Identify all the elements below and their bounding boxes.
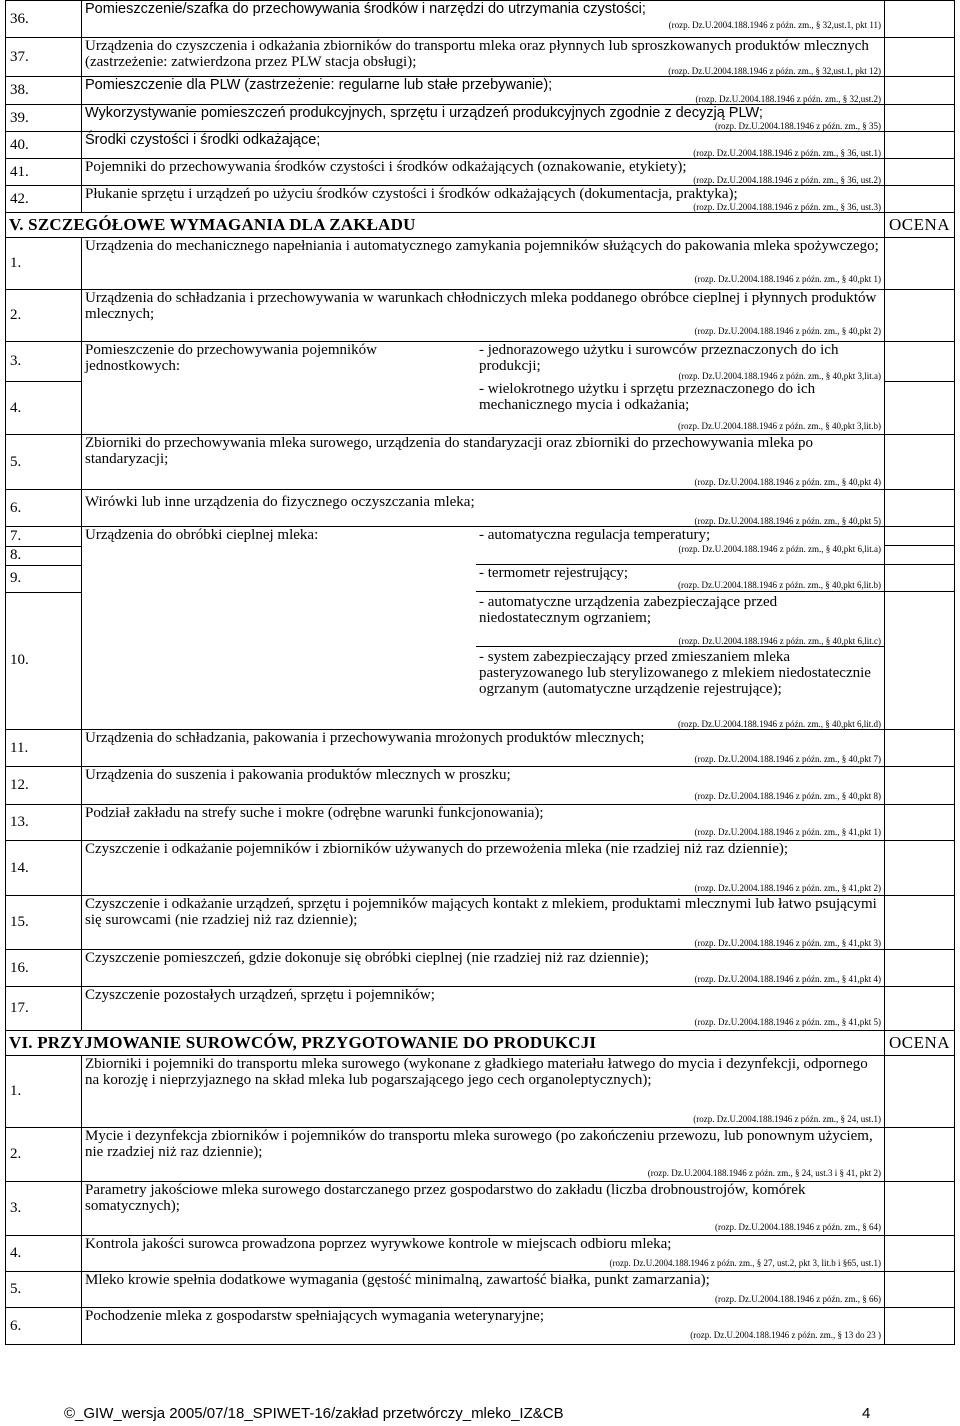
table-row <box>6 38 955 77</box>
legal-reference: (rozp. Dz.U.2004.188.1946 z późn. zm., § 40,pkt 1) <box>694 274 881 284</box>
section-iv-tail <box>6 1 955 213</box>
requirement-text: Płukanie sprzętu i urządzeń po użyciu środków czystości i środków odkażających (dokumentacja, praktyka); <box>85 186 738 202</box>
requirement-text: - system zabezpieczający przed zmieszaniem mleka pasteryzowanego lub sterylizowanego z mlekiem niedostatecznie ogrzanym (automatyczne urządzenie rejestrujące); <box>479 649 871 697</box>
requirement-text: Mycie i dezynfekcja zbiorników i pojemników do transportu mleka surowego (po zakończeniu przewozu, lub ponownym użyciem, nie rzadziej niż raz dziennie); <box>85 1128 873 1160</box>
table-row <box>6 896 955 950</box>
ocena-cell[interactable] <box>885 38 955 77</box>
requirement-text: Kontrola jakości surowca prowadzona poprzez wyrywkowe kontrole w miejscach odbioru mleka; <box>85 1236 672 1252</box>
row-number: 10. <box>6 592 81 729</box>
ocena-cell[interactable] <box>885 435 955 490</box>
footer-document-id: ©_GIW_wersja 2005/07/18_SPIWET-16/zakład przetwórczy_mleko_IZ&CB <box>64 1405 564 1422</box>
ocena-cell[interactable] <box>885 490 955 527</box>
table-row <box>6 342 955 435</box>
ocena-cell[interactable] <box>885 342 954 381</box>
ocena-cell[interactable] <box>885 591 954 728</box>
ocena-cell[interactable] <box>885 132 955 159</box>
section-v <box>6 213 955 730</box>
requirement-text: Urządzenia do obróbki cieplnej mleka: <box>85 527 319 543</box>
row-number: 12. <box>6 767 82 805</box>
row-number: 40. <box>6 132 82 159</box>
row-number: 6. <box>6 1308 82 1345</box>
row-number: 11. <box>6 730 82 767</box>
requirement-text: Mleko krowie spełnia dodatkowe wymagania (gęstość minimalną, zawartość białka, punkt zamarzania); <box>85 1272 710 1288</box>
ocena-cell[interactable] <box>885 564 954 591</box>
row-number: 16. <box>6 950 82 987</box>
ocena-cell[interactable] <box>885 105 955 132</box>
requirement-text: - termometr rejestrujący; <box>479 565 629 581</box>
legal-reference: (rozp. Dz.U.2004.188.1946 z późn. zm., § 40,pkt 3,lit.a) <box>678 371 881 381</box>
legal-reference: (rozp. Dz.U.2004.188.1946 z późn. zm., § 40,pkt 6,lit.c) <box>678 636 881 646</box>
legal-reference: (rozp. Dz.U.2004.188.1946 z późn. zm., § 41,pkt 3) <box>694 938 881 948</box>
legal-reference: (rozp. Dz.U.2004.188.1946 z późn. zm., § 40,pkt 5) <box>694 516 881 526</box>
row-number: 41. <box>6 159 82 186</box>
table-row <box>6 186 955 213</box>
requirement-text: Czyszczenie i odkażanie pojemników i zbiorników używanych do przewożenia mleka (nie rzadziej niż raz dziennie); <box>85 841 789 857</box>
requirement-text: Wykorzystywanie pomieszczeń produkcyjnych, sprzętu i urządzeń produkcyjnych zgodnie z decyzją PLW; <box>85 105 763 121</box>
ocena-cell[interactable] <box>885 950 955 987</box>
legal-reference: (rozp. Dz.U.2004.188.1946 z późn. zm., § 40,pkt 3,lit.b) <box>678 421 881 431</box>
table-row <box>6 987 955 1031</box>
checklist-table <box>5 0 955 1345</box>
legal-reference: (rozp. Dz.U.2004.188.1946 z późn. zm., § 40,pkt 2) <box>694 326 881 336</box>
requirement-text: Parametry jakościowe mleka surowego dostarczanego przez gospodarstwo do zakładu (liczba drobnoustrojów, komórek somatycznych); <box>85 1182 806 1214</box>
ocena-cell[interactable] <box>885 1272 955 1308</box>
row-number: 36. <box>6 1 82 38</box>
ocena-cell[interactable] <box>885 527 954 545</box>
legal-reference: (rozp. Dz.U.2004.188.1946 z późn. zm., § 32,ust.1, pkt 12) <box>668 66 881 76</box>
row-number: 38. <box>6 77 82 105</box>
section-v-title: V. SZCZEGÓŁOWE WYMAGANIA DLA ZAKŁADU <box>6 213 885 238</box>
row-number: 4. <box>6 381 81 434</box>
requirement-text: Wirówki lub inne urządzenia do fizycznego oczyszczania mleka; <box>85 494 475 510</box>
requirement-text: Urządzenia do schładzania, pakowania i przechowywania mrożonych produktów mlecznych; <box>85 730 645 746</box>
row-number: 13. <box>6 805 82 841</box>
table-row <box>6 730 955 767</box>
requirement-text: Czyszczenie pomieszczeń, gdzie dokonuje się obróbki cieplnej (nie rzadziej niż raz dziennie); <box>85 950 649 966</box>
requirement-text: Pochodzenie mleka z gospodarstw spełniających wymagania weterynaryjne; <box>85 1308 545 1324</box>
row-number: 3. <box>6 1182 82 1236</box>
row-number: 2. <box>6 1128 82 1182</box>
legal-reference: (rozp. Dz.U.2004.188.1946 z późn. zm., § 32,ust.1, pkt 11) <box>668 20 881 30</box>
legal-reference: (rozp. Dz.U.2004.188.1946 z późn. zm., § 27, ust.2, pkt 3, lit.b i §65, ust.1) <box>609 1258 881 1268</box>
table-row <box>6 1272 955 1308</box>
requirement-text: Urządzenia do czyszczenia i odkażania zbiorników do transportu mleka oraz płynnych lub sproszkowanych produktów mlecznych (zastrzeżenie: zatwierdzona przez PLW stacja obsługi); <box>85 38 869 70</box>
table-row <box>6 132 955 159</box>
table-row <box>6 767 955 805</box>
legal-reference: (rozp. Dz.U.2004.188.1946 z późn. zm., § 41,pkt 5) <box>694 1017 881 1027</box>
requirement-text: Pomieszczenie do przechowywania pojemników jednostkowych: <box>85 342 377 374</box>
ocena-heading: OCENA <box>885 1031 955 1056</box>
ocena-heading: OCENA <box>885 213 955 238</box>
row-number: 2. <box>6 290 82 342</box>
table-row <box>6 159 955 186</box>
section-vi <box>6 1031 955 1056</box>
legal-reference: (rozp. Dz.U.2004.188.1946 z późn. zm., § 40,pkt 6,lit.b) <box>678 580 881 590</box>
table-row <box>6 527 955 730</box>
ocena-cell[interactable] <box>885 545 954 564</box>
ocena-cell[interactable] <box>885 805 955 841</box>
legal-reference: (rozp. Dz.U.2004.188.1946 z późn. zm., § 13 do 23 ) <box>690 1330 881 1340</box>
requirement-text: Czyszczenie pozostałych urządzeń, sprzętu i pojemników; <box>85 987 435 1003</box>
row-number: 9. <box>6 565 81 592</box>
legal-reference: (rozp. Dz.U.2004.188.1946 z późn. zm., § 40,pkt 6,lit.d) <box>678 719 881 729</box>
ocena-cell[interactable] <box>885 159 955 186</box>
table-row <box>6 1128 955 1182</box>
section-vi-header <box>6 1031 955 1056</box>
table-row <box>6 1236 955 1272</box>
row-number: 4. <box>6 1236 82 1272</box>
row-number: 5. <box>6 435 82 490</box>
legal-reference: (rozp. Dz.U.2004.188.1946 z późn. zm., § 64) <box>715 1222 881 1232</box>
legal-reference: (rozp. Dz.U.2004.188.1946 z późn. zm., § 36, ust.2) <box>693 175 881 185</box>
table-row <box>6 435 955 490</box>
ocena-cell[interactable] <box>885 1 955 38</box>
requirement-text: Zbiorniki do przechowywania mleka surowego, urządzenia do standaryzacji oraz zbiorniki do przechowywania mleka po standaryzacji; <box>85 435 814 467</box>
requirement-text: Pojemniki do przechowywania środków czystości i środków odkażających (oznakowanie, etykiety); <box>85 159 687 175</box>
ocena-cell[interactable] <box>885 767 955 805</box>
requirement-text: Podział zakładu na strefy suche i mokre (odrębne warunki funkcjonowania); <box>85 805 544 821</box>
ocena-cell[interactable] <box>885 290 955 342</box>
row-number: 1. <box>6 1056 82 1128</box>
requirement-text: Urządzenia do suszenia i pakowania produktów mlecznych w proszku; <box>85 767 511 783</box>
legal-reference: (rozp. Dz.U.2004.188.1946 z późn. zm., § 40,pkt 4) <box>694 477 881 487</box>
row-number: 39. <box>6 105 82 132</box>
row-number: 6. <box>6 490 82 527</box>
section-v-rows <box>6 730 955 1031</box>
requirement-text: Środki czystości i środki odkażające; <box>85 132 321 148</box>
requirement-text: - wielokrotnego użytku i sprzętu przeznaczonego do ich mechanicznego mycia i odkażania; <box>479 381 816 413</box>
row-number: 15. <box>6 896 82 950</box>
row-number: 1. <box>6 238 82 290</box>
legal-reference: (rozp. Dz.U.2004.188.1946 z późn. zm., § 24, ust.3 i § 41, pkt 2) <box>647 1168 881 1178</box>
section-v-header <box>6 213 955 238</box>
legal-reference: (rozp. Dz.U.2004.188.1946 z późn. zm., § 41,pkt 1) <box>694 827 881 837</box>
row-number: 42. <box>6 186 82 213</box>
row-number: 8. <box>6 546 81 565</box>
requirement-text: - automatyczna regulacja temperatury; <box>479 527 711 543</box>
table-row <box>6 805 955 841</box>
requirement-text: Pomieszczenie dla PLW (zastrzeżenie: regularne lub stałe przebywanie); <box>85 77 553 93</box>
legal-reference: (rozp. Dz.U.2004.188.1946 z późn. zm., § 40,pkt 8) <box>694 791 881 801</box>
table-row <box>6 490 955 527</box>
table-row <box>6 105 955 132</box>
requirement-text: Urządzenia do mechanicznego napełniania i automatycznego zamykania pojemników służących do pakowania mleka spożywczego; <box>85 238 879 254</box>
ocena-cell[interactable] <box>885 896 955 950</box>
legal-reference: (rozp. Dz.U.2004.188.1946 z późn. zm., § 41,pkt 4) <box>694 974 881 984</box>
ocena-cell[interactable] <box>885 987 955 1031</box>
table-row <box>6 238 955 290</box>
ocena-cell[interactable] <box>885 841 955 896</box>
table-row <box>6 1182 955 1236</box>
row-number: 3. <box>10 353 22 369</box>
page-number: 4 <box>862 1405 871 1422</box>
row-number: 7. <box>10 528 22 544</box>
table-row <box>6 290 955 342</box>
row-number: 17. <box>6 987 82 1031</box>
table-row <box>6 1 955 38</box>
ocena-cell[interactable] <box>885 381 954 434</box>
row-number: 5. <box>6 1272 82 1308</box>
section-vi-rows <box>6 1056 955 1345</box>
table-row <box>6 841 955 896</box>
ocena-cell[interactable] <box>885 1128 955 1182</box>
row-number: 37. <box>6 38 82 77</box>
ocena-cell[interactable] <box>885 1308 955 1345</box>
table-row <box>6 77 955 105</box>
ocena-cell[interactable] <box>885 1056 955 1128</box>
legal-reference: (rozp. Dz.U.2004.188.1946 z późn. zm., § 35) <box>715 121 881 131</box>
ocena-cell[interactable] <box>885 730 955 767</box>
requirement-text: Czyszczenie i odkażanie urządzeń, sprzętu i pojemników mających kontakt z mlekiem, produktami mlecznymi lub łatwo psującymi się surowcami (nie rzadziej niż raz dziennie); <box>85 896 877 928</box>
requirement-text: - jednorazowego użytku i surowców przeznaczonych do ich produkcji; <box>479 342 839 374</box>
section-vi-title: VI. PRZYJMOWANIE SUROWCÓW, PRZYGOTOWANIE DO PRODUKCJI <box>6 1031 885 1056</box>
legal-reference: (rozp. Dz.U.2004.188.1946 z późn. zm., § 40,pkt 6,lit.a) <box>678 544 881 554</box>
table-row <box>6 1308 955 1345</box>
ocena-cell[interactable] <box>885 238 955 290</box>
legal-reference: (rozp. Dz.U.2004.188.1946 z późn. zm., § 66) <box>715 1294 881 1304</box>
table-row <box>6 950 955 987</box>
legal-reference: (rozp. Dz.U.2004.188.1946 z późn. zm., § 36, ust.3) <box>693 202 881 212</box>
legal-reference: (rozp. Dz.U.2004.188.1946 z późn. zm., § 32,ust.2) <box>695 94 881 104</box>
ocena-cell[interactable] <box>885 77 955 105</box>
requirement-text: - automatyczne urządzenia zabezpieczające przed niedostatecznym ogrzaniem; <box>479 594 778 626</box>
legal-reference: (rozp. Dz.U.2004.188.1946 z późn. zm., § 40,pkt 7) <box>694 754 881 764</box>
document <box>5 0 955 1345</box>
legal-reference: (rozp. Dz.U.2004.188.1946 z późn. zm., § 36, ust.1) <box>693 148 881 158</box>
ocena-cell[interactable] <box>885 186 955 213</box>
ocena-cell[interactable] <box>885 1236 955 1272</box>
ocena-cell[interactable] <box>885 1182 955 1236</box>
table-row <box>6 1056 955 1128</box>
requirement-text: Urządzenia do schładzania i przechowywania w warunkach chłodniczych mleka poddanego obróbce cieplnej i płynnych produktów mlecznych; <box>85 290 877 322</box>
requirement-text: Zbiorniki i pojemniki do transportu mleka surowego (wykonane z gładkiego materiału łatwego do mycia i dezynfekcji, odpornego na korozję i nieprzyjaznego na skład mleka lub pogarszającego jego cech organoleptycznych); <box>85 1056 868 1088</box>
legal-reference: (rozp. Dz.U.2004.188.1946 z późn. zm., § 24, ust.1) <box>693 1114 881 1124</box>
requirement-text: Pomieszczenie/szafka do przechowywania środków i narzędzi do utrzymania czystości; <box>85 1 646 17</box>
row-number: 14. <box>6 841 82 896</box>
legal-reference: (rozp. Dz.U.2004.188.1946 z późn. zm., § 41,pkt 2) <box>694 883 881 893</box>
